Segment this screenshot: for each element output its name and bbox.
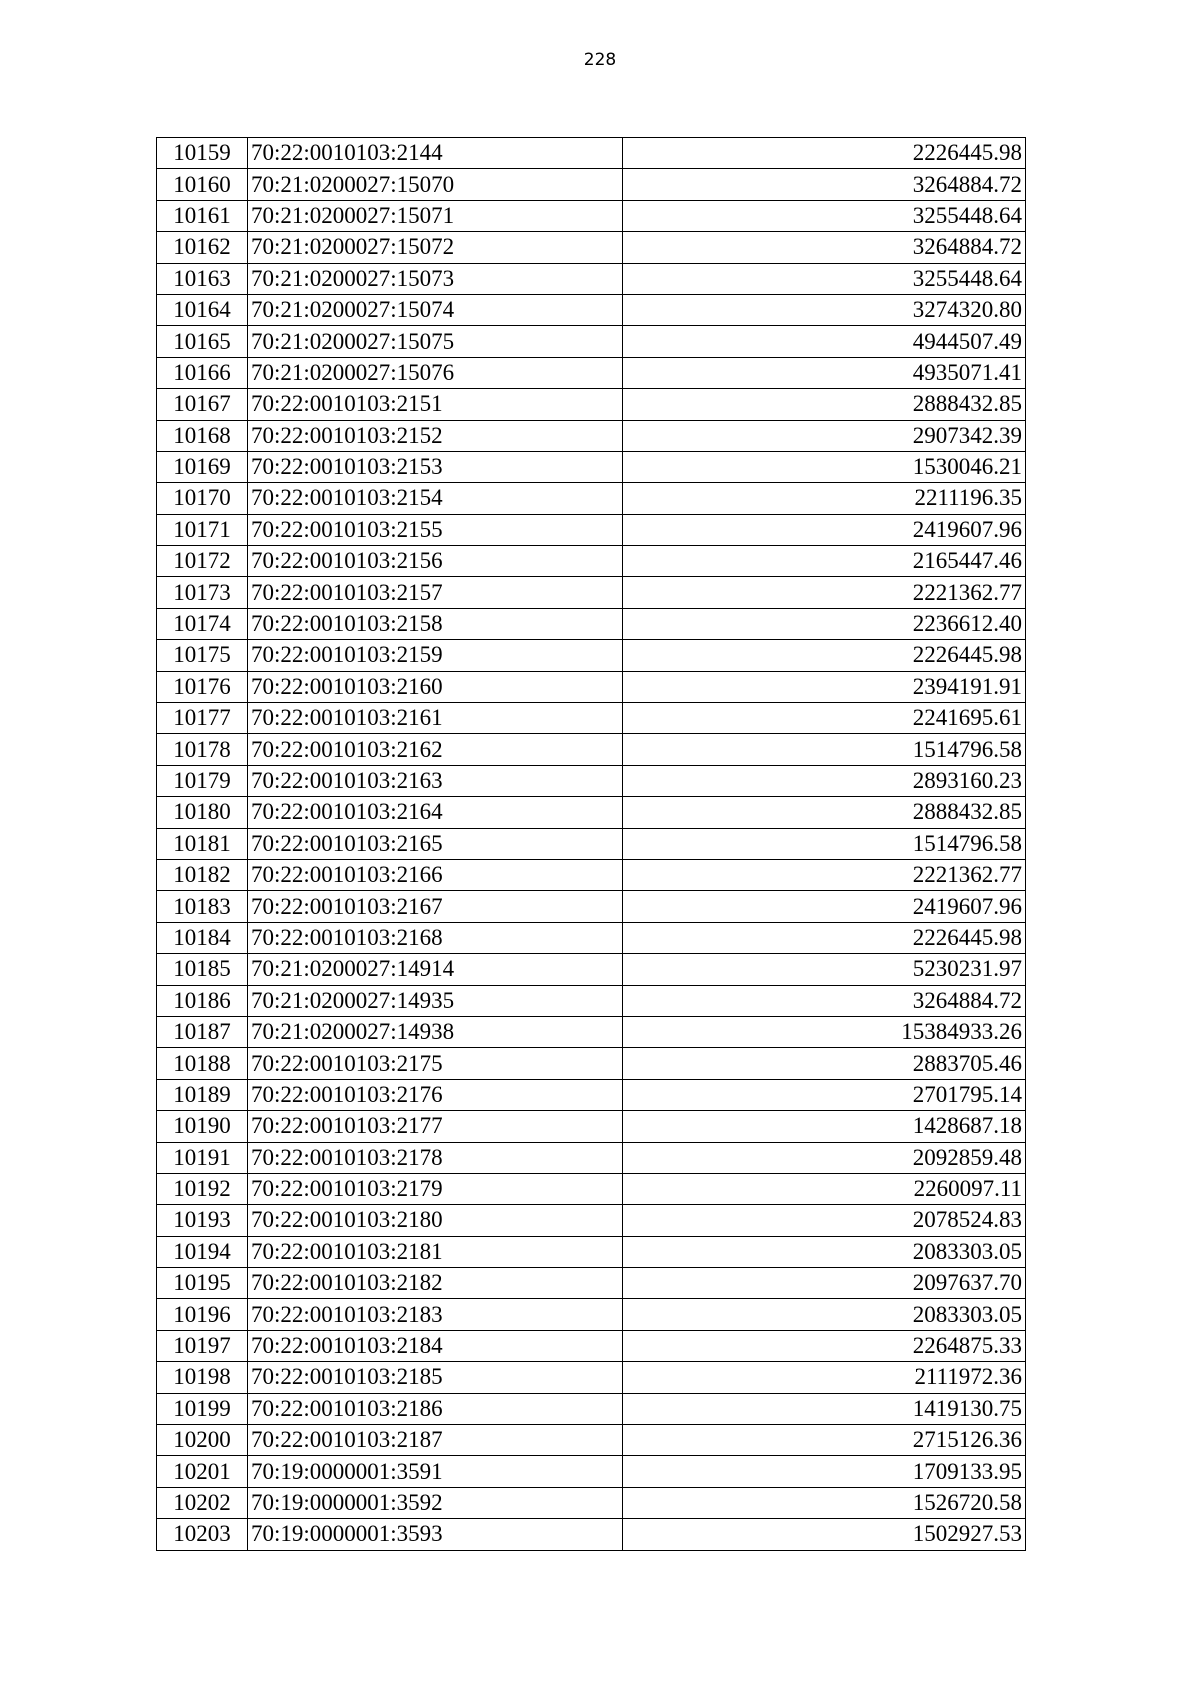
value-cell: 3274320.80 xyxy=(623,294,1026,325)
table-row xyxy=(157,671,1026,702)
value-cell: 2883705.46 xyxy=(623,1048,1026,1079)
table-row xyxy=(157,1268,1026,1299)
table-row xyxy=(157,483,1026,514)
value-cell: 1514796.58 xyxy=(623,734,1026,765)
table-row xyxy=(157,1236,1026,1267)
cadastral-number-cell: 70:22:0010103:2144 xyxy=(248,138,623,169)
table-row xyxy=(157,859,1026,890)
row-number-cell: 10184 xyxy=(157,922,248,953)
table-row xyxy=(157,640,1026,671)
cadastral-number-cell: 70:21:0200027:15070 xyxy=(248,169,623,200)
row-number-cell: 10182 xyxy=(157,859,248,890)
value-cell: 1502927.53 xyxy=(623,1519,1026,1550)
cadastral-number-cell: 70:22:0010103:2157 xyxy=(248,577,623,608)
table-row xyxy=(157,577,1026,608)
cadastral-number-cell: 70:22:0010103:2159 xyxy=(248,640,623,671)
cadastral-number-cell: 70:21:0200027:15072 xyxy=(248,232,623,263)
value-cell: 1428687.18 xyxy=(623,1111,1026,1142)
value-cell: 3264884.72 xyxy=(623,169,1026,200)
table-row xyxy=(157,1111,1026,1142)
row-number-cell: 10203 xyxy=(157,1519,248,1550)
table-row xyxy=(157,263,1026,294)
table-row xyxy=(157,1519,1026,1550)
cadastral-number-cell: 70:21:0200027:15075 xyxy=(248,326,623,357)
row-number-cell: 10199 xyxy=(157,1393,248,1424)
cadastral-number-cell: 70:22:0010103:2175 xyxy=(248,1048,623,1079)
cadastral-number-cell: 70:22:0010103:2187 xyxy=(248,1425,623,1456)
table-row xyxy=(157,608,1026,639)
cadastral-number-cell: 70:21:0200027:15073 xyxy=(248,263,623,294)
row-number-cell: 10172 xyxy=(157,546,248,577)
value-cell: 2097637.70 xyxy=(623,1268,1026,1299)
row-number-cell: 10164 xyxy=(157,294,248,325)
row-number-cell: 10168 xyxy=(157,420,248,451)
value-cell: 2419607.96 xyxy=(623,891,1026,922)
row-number-cell: 10183 xyxy=(157,891,248,922)
cadastral-number-cell: 70:22:0010103:2163 xyxy=(248,765,623,796)
table-row xyxy=(157,514,1026,545)
cadastral-number-cell: 70:22:0010103:2177 xyxy=(248,1111,623,1142)
value-cell: 2226445.98 xyxy=(623,922,1026,953)
table-row xyxy=(157,1393,1026,1424)
value-cell: 2226445.98 xyxy=(623,138,1026,169)
row-number-cell: 10188 xyxy=(157,1048,248,1079)
row-number-cell: 10163 xyxy=(157,263,248,294)
row-number-cell: 10179 xyxy=(157,765,248,796)
row-number-cell: 10159 xyxy=(157,138,248,169)
value-cell: 1709133.95 xyxy=(623,1456,1026,1487)
table-row xyxy=(157,1173,1026,1204)
value-cell: 3255448.64 xyxy=(623,263,1026,294)
row-number-cell: 10200 xyxy=(157,1425,248,1456)
value-cell: 3264884.72 xyxy=(623,232,1026,263)
cadastral-value-table xyxy=(156,137,1026,1551)
row-number-cell: 10190 xyxy=(157,1111,248,1142)
cadastral-number-cell: 70:22:0010103:2186 xyxy=(248,1393,623,1424)
table-body xyxy=(157,138,1026,1551)
cadastral-number-cell: 70:22:0010103:2185 xyxy=(248,1362,623,1393)
cadastral-number-cell: 70:22:0010103:2162 xyxy=(248,734,623,765)
cadastral-number-cell: 70:21:0200027:14935 xyxy=(248,985,623,1016)
value-cell: 5230231.97 xyxy=(623,954,1026,985)
row-number-cell: 10185 xyxy=(157,954,248,985)
value-cell: 2394191.91 xyxy=(623,671,1026,702)
cadastral-number-cell: 70:22:0010103:2182 xyxy=(248,1268,623,1299)
value-cell: 2888432.85 xyxy=(623,797,1026,828)
row-number-cell: 10180 xyxy=(157,797,248,828)
page-number: 228 xyxy=(583,50,617,70)
cadastral-number-cell: 70:22:0010103:2161 xyxy=(248,703,623,734)
row-number-cell: 10194 xyxy=(157,1236,248,1267)
cadastral-number-cell: 70:19:0000001:3591 xyxy=(248,1456,623,1487)
row-number-cell: 10178 xyxy=(157,734,248,765)
row-number-cell: 10195 xyxy=(157,1268,248,1299)
cadastral-number-cell: 70:22:0010103:2160 xyxy=(248,671,623,702)
table-row xyxy=(157,703,1026,734)
row-number-cell: 10167 xyxy=(157,389,248,420)
value-cell: 2211196.35 xyxy=(623,483,1026,514)
table-row xyxy=(157,357,1026,388)
cadastral-number-cell: 70:22:0010103:2181 xyxy=(248,1236,623,1267)
value-cell: 2092859.48 xyxy=(623,1142,1026,1173)
row-number-cell: 10189 xyxy=(157,1079,248,1110)
value-cell: 2260097.11 xyxy=(623,1173,1026,1204)
value-cell: 2221362.77 xyxy=(623,577,1026,608)
row-number-cell: 10192 xyxy=(157,1173,248,1204)
cadastral-number-cell: 70:21:0200027:15074 xyxy=(248,294,623,325)
cadastral-number-cell: 70:21:0200027:14938 xyxy=(248,1016,623,1047)
table-row xyxy=(157,1299,1026,1330)
value-cell: 2264875.33 xyxy=(623,1330,1026,1361)
row-number-cell: 10166 xyxy=(157,357,248,388)
cadastral-number-cell: 70:22:0010103:2176 xyxy=(248,1079,623,1110)
value-cell: 1526720.58 xyxy=(623,1487,1026,1518)
table-row xyxy=(157,1456,1026,1487)
row-number-cell: 10162 xyxy=(157,232,248,263)
row-number-cell: 10193 xyxy=(157,1205,248,1236)
row-number-cell: 10165 xyxy=(157,326,248,357)
cadastral-number-cell: 70:22:0010103:2156 xyxy=(248,546,623,577)
row-number-cell: 10175 xyxy=(157,640,248,671)
table-row xyxy=(157,138,1026,169)
value-cell: 1419130.75 xyxy=(623,1393,1026,1424)
value-cell: 1530046.21 xyxy=(623,451,1026,482)
row-number-cell: 10170 xyxy=(157,483,248,514)
value-cell: 2236612.40 xyxy=(623,608,1026,639)
value-cell: 2078524.83 xyxy=(623,1205,1026,1236)
table-row xyxy=(157,1330,1026,1361)
value-cell: 3255448.64 xyxy=(623,200,1026,231)
table-row xyxy=(157,1016,1026,1047)
row-number-cell: 10169 xyxy=(157,451,248,482)
table-row xyxy=(157,797,1026,828)
row-number-cell: 10174 xyxy=(157,608,248,639)
value-cell: 15384933.26 xyxy=(623,1016,1026,1047)
table-row xyxy=(157,1048,1026,1079)
cadastral-number-cell: 70:21:0200027:15076 xyxy=(248,357,623,388)
cadastral-number-cell: 70:22:0010103:2183 xyxy=(248,1299,623,1330)
row-number-cell: 10171 xyxy=(157,514,248,545)
table-row xyxy=(157,169,1026,200)
cadastral-number-cell: 70:22:0010103:2167 xyxy=(248,891,623,922)
value-cell: 2165447.46 xyxy=(623,546,1026,577)
row-number-cell: 10173 xyxy=(157,577,248,608)
row-number-cell: 10191 xyxy=(157,1142,248,1173)
cadastral-number-cell: 70:22:0010103:2178 xyxy=(248,1142,623,1173)
row-number-cell: 10177 xyxy=(157,703,248,734)
table-row xyxy=(157,985,1026,1016)
table-row xyxy=(157,765,1026,796)
row-number-cell: 10201 xyxy=(157,1456,248,1487)
table-row xyxy=(157,891,1026,922)
cadastral-number-cell: 70:22:0010103:2164 xyxy=(248,797,623,828)
value-cell: 4935071.41 xyxy=(623,357,1026,388)
cadastral-number-cell: 70:22:0010103:2158 xyxy=(248,608,623,639)
cadastral-number-cell: 70:22:0010103:2184 xyxy=(248,1330,623,1361)
value-cell: 2888432.85 xyxy=(623,389,1026,420)
cadastral-number-cell: 70:22:0010103:2165 xyxy=(248,828,623,859)
table-row xyxy=(157,546,1026,577)
value-cell: 2893160.23 xyxy=(623,765,1026,796)
table-row xyxy=(157,922,1026,953)
table-row xyxy=(157,326,1026,357)
row-number-cell: 10176 xyxy=(157,671,248,702)
value-cell: 1514796.58 xyxy=(623,828,1026,859)
cadastral-number-cell: 70:22:0010103:2166 xyxy=(248,859,623,890)
cadastral-number-cell: 70:21:0200027:15071 xyxy=(248,200,623,231)
table-row xyxy=(157,828,1026,859)
table-row xyxy=(157,389,1026,420)
row-number-cell: 10197 xyxy=(157,1330,248,1361)
table-row xyxy=(157,1425,1026,1456)
cadastral-number-cell: 70:22:0010103:2168 xyxy=(248,922,623,953)
value-cell: 2083303.05 xyxy=(623,1299,1026,1330)
table-row xyxy=(157,1142,1026,1173)
cadastral-number-cell: 70:19:0000001:3592 xyxy=(248,1487,623,1518)
table-row xyxy=(157,1205,1026,1236)
cadastral-number-cell: 70:22:0010103:2153 xyxy=(248,451,623,482)
table-row xyxy=(157,294,1026,325)
row-number-cell: 10202 xyxy=(157,1487,248,1518)
value-cell: 2083303.05 xyxy=(623,1236,1026,1267)
table-row xyxy=(157,734,1026,765)
row-number-cell: 10161 xyxy=(157,200,248,231)
value-cell: 2907342.39 xyxy=(623,420,1026,451)
value-cell: 2241695.61 xyxy=(623,703,1026,734)
row-number-cell: 10186 xyxy=(157,985,248,1016)
value-cell: 2221362.77 xyxy=(623,859,1026,890)
cadastral-number-cell: 70:22:0010103:2180 xyxy=(248,1205,623,1236)
table-row xyxy=(157,954,1026,985)
cadastral-number-cell: 70:22:0010103:2151 xyxy=(248,389,623,420)
cadastral-number-cell: 70:19:0000001:3593 xyxy=(248,1519,623,1550)
cadastral-number-cell: 70:22:0010103:2154 xyxy=(248,483,623,514)
cadastral-number-cell: 70:22:0010103:2179 xyxy=(248,1173,623,1204)
table-row xyxy=(157,420,1026,451)
table-row xyxy=(157,451,1026,482)
row-number-cell: 10187 xyxy=(157,1016,248,1047)
table-row xyxy=(157,200,1026,231)
value-cell: 3264884.72 xyxy=(623,985,1026,1016)
cadastral-number-cell: 70:21:0200027:14914 xyxy=(248,954,623,985)
value-cell: 2226445.98 xyxy=(623,640,1026,671)
value-cell: 2419607.96 xyxy=(623,514,1026,545)
row-number-cell: 10160 xyxy=(157,169,248,200)
table-row xyxy=(157,1487,1026,1518)
table-row xyxy=(157,1079,1026,1110)
table-row xyxy=(157,232,1026,263)
table-row xyxy=(157,1362,1026,1393)
value-cell: 2715126.36 xyxy=(623,1425,1026,1456)
row-number-cell: 10198 xyxy=(157,1362,248,1393)
value-cell: 2111972.36 xyxy=(623,1362,1026,1393)
row-number-cell: 10196 xyxy=(157,1299,248,1330)
value-cell: 4944507.49 xyxy=(623,326,1026,357)
cadastral-number-cell: 70:22:0010103:2155 xyxy=(248,514,623,545)
value-cell: 2701795.14 xyxy=(623,1079,1026,1110)
row-number-cell: 10181 xyxy=(157,828,248,859)
cadastral-number-cell: 70:22:0010103:2152 xyxy=(248,420,623,451)
